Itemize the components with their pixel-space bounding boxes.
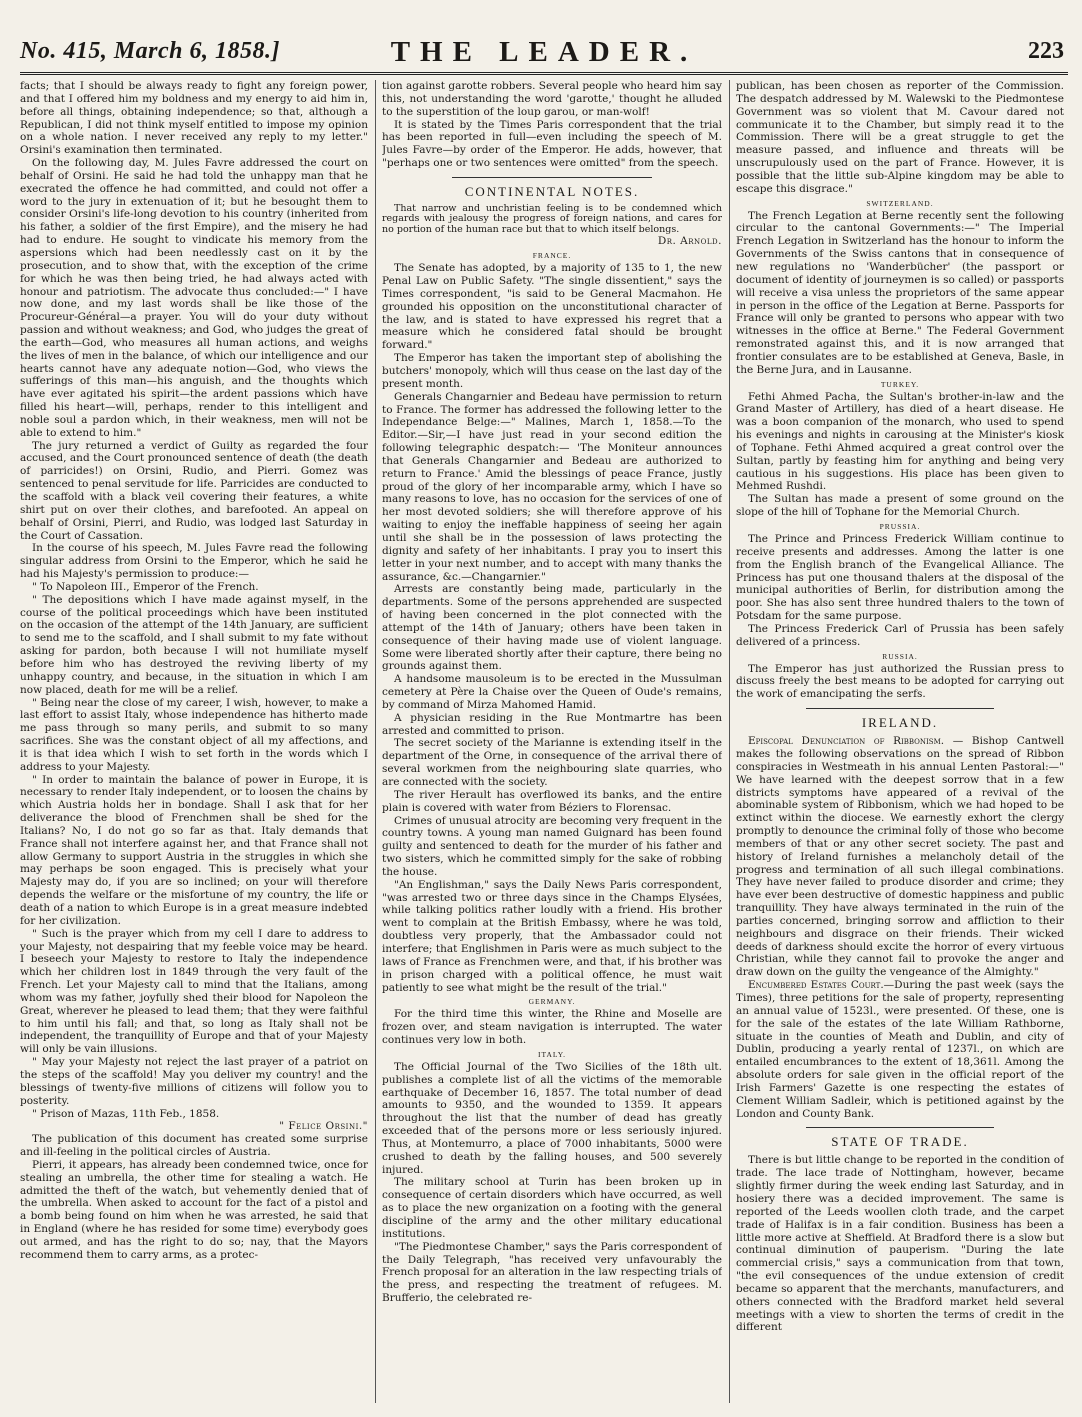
column-middle <box>382 80 722 1403</box>
paragraph: The Emperor has just authorized the Russian press to discuss freely the best means to be adopted for carrying out the work of emancipating the serfs. <box>736 662 1064 701</box>
paragraph: "An Englishman," says the Daily News Paris correspondent, "was arrested two or three days since in the Champs Elysées, while talking politics rather loudly with a friend. His brother went to complain at the British Embassy, where he was told, doubtless very properly, that the Ambassador could not interfere; that Englishmen in Paris were as much subject to the laws of France as Frenchmen were, and that, if his brother was in prison charged with a political offence, he must wait patiently to see what might be the result of the trial." <box>382 878 722 994</box>
paragraph: Fethi Ahmed Pacha, the Sultan's brother-in-law and the Grand Master of Artillery, has died of a heart disease. He was a boon companion of the monarch, who used to spend his evenings and nights in carousing at the Minister's kiosk of Tophane. Fethi Ahmed acquired a great control over the Sultan, partly by feasting him for anything and being very cautious in his suggestions. His place has been given to Mehmed Rushdi. <box>736 390 1064 493</box>
country-heading: SWITZERLAND. <box>866 198 934 208</box>
country-heading: GERMANY. <box>528 997 576 1007</box>
paragraph: tion against garotte robbers. Several people who heard him say this, not understanding the word 'garotte,' thought he alluded to the superstition of the loup garou, or man-wolf! <box>382 80 722 118</box>
paragraph-body: —During the past week (says the Times), three petitions for the sale of property, representing an annual value of 1523l., were presented. Of these, one is for the sale of the estates of the late William Rathborne, situate in the counties of Meath and Dublin, and city of Dublin, producing a yearly rental of 1237l., on which are entailed encumbrances to the extent of 18,361l. Among the absolute orders for sale given in the official report of the Irish Farmers' Gazette is one respecting the estates of Clement William Sadleir, which is petitioned against by the London and County Bank. <box>736 979 1064 1120</box>
section-heading: STATE OF TRADE. <box>831 1134 969 1150</box>
paragraph: Pierri, it appears, has already been condemned twice, once for stealing an umbrella, the other time for stealing a watch. He admitted the theft of the watch, but vehemently denied that of the umbrella. When asked to account for the fact of a pistol and a bomb being found on him when he was arrested, he said that in England (where he has resided for some time) everybody goes out armed, and has the right to do so; nay, that the Mayors recommend them to carry arms, as a protec- <box>20 1158 368 1261</box>
paragraph: publican, has been chosen as reporter of the Commission. The despatch addressed by M. Walewski to the Piedmontese Government was so violent that M. Cavour dared not communicate it to the Chamber, but simply read it to the Commission. There will be a great struggle to get the measure passed, and influence and threats will be unscrupulously used on the part of France. However, it is possible that the little sub-Alpine kingdom may be able to escape this disgrace." <box>736 80 1064 195</box>
paragraph: The Official Journal of the Two Sicilies of the 18th ult. publishes a complete list of all the victims of the memorable earthquake of December 16, 1857. The total number of dead amounts to 9350, and the wounded to 1359. It appears throughout the list that the number of dead has greatly exceeded that of the persons more or less seriously injured. Thus, at Montemurro, a place of 7000 inhabitants, 5000 were crushed to death by the falling houses, and 500 severely injured. <box>382 1060 722 1176</box>
paragraph: On the following day, M. Jules Favre addressed the court on behalf of Orsini. He said he had told the unhappy man that he execrated the offence he had committed, and could not offer a word to the jury in extenuation of it; but he besought them to consider Orsini's life-long devotion to his country (inherited from his father, a soldier of the first Empire), and the misery he had had to endure. He sought to vindicate his memory from the aspersions which had been needlessly cast on it by the prosecution, and to show that, with the exception of the crime for which he was then being tried, he had always acted with honour and patriotism. The advocate thus concluded:—" I have now done, and my last words shall be like those of the Procureur-Général—a prayer. You will do your duty without passion and without weakness; and God, who judges the great of the earth—God, who measures all human actions, and weighs the lives of men in the balance, of which our intelligence and our hearts cannot have any adequate notion—God, who views the sufferings of this man—his anguish, and the thoughts which have ever agitated his spirit—the ardent passions which have filled his heart—will, perhaps, render to this intelligent and noble soul a pardon which, in their weakness, men will not be able to extend to him." <box>20 157 368 439</box>
column-right <box>736 80 1064 1403</box>
paragraph: The Senate has adopted, by a majority of 135 to 1, the new Penal Law on Public Safety. "The single dissentient," says the Times correspondent, "is said to be General Macmahon. He grounded his opposition on the unconstitutional character of the law, and is stated to have expressed his regret that a measure which he considered fatal should be brought forward." <box>382 262 722 352</box>
section-heading: CONTINENTAL NOTES. <box>464 183 640 199</box>
epigraph-attribution: Dr. Arnold. <box>657 235 722 248</box>
country-heading: TURKEY. <box>880 379 920 389</box>
paragraph-lead: Episcopal Denunciation of Ribbonism. <box>748 735 945 748</box>
country-heading: ITALY. <box>537 1049 567 1059</box>
paragraph: The Princess Frederick Carl of Prussia has been safely delivered of a princess. <box>736 622 1064 648</box>
epigraph: That narrow and unchristian feeling is to be condemned which regards with jealousy the progress of foreign nations, and cares for no portion of the human race but that to which itself belongs. <box>382 202 722 235</box>
paragraph: The French Legation at Berne recently sent the following circular to the cantonal Governments:—" The Imperial French Legation in Switzerland has the honour to inform the Governments of the Swiss cantons that in consequence of new regulations no 'Wanderbücher' (the passport or document of identity of journeymen is so called) or passports will receive a visa unless the proprietors of the same appear in person in the office of the Legation at Berne. Passports for France will only be granted to persons who appear with two witnesses in the office at Berne." The Federal Government remonstrated against this, and it is now arranged that frontier consulates are to be established at Geneva, Basle, in the Berne Jura, and in Lausanne. <box>736 209 1064 376</box>
paragraph: The Prince and Princess Frederick William continue to receive presents and addresses. Among the latter is one from the English branch of the Evangelical Alliance. The Princess has put one thousand thalers at the disposal of the municipal authorities of Berlin, for distribution among the poor. She has also sent three hundred thalers to the town of Potsdam for the same purpose. <box>736 533 1064 623</box>
paragraph: For the third time this winter, the Rhine and Moselle are frozen over, and steam navigation is interrupted. The water continues very low in both. <box>382 1008 722 1047</box>
paragraph: The publication of this document has created some surprise and ill-feeling in the political circles of Austria. <box>20 1133 368 1159</box>
column-rule <box>729 80 730 1403</box>
paragraph: " In order to maintain the balance of power in Europe, it is necessary to render Italy independent, or to loosen the chains by which Austria holds her in bondage. Shall I ask that for her deliverance the blood of Frenchmen shall be shed for the Italians? No, I do not go so far as that. Italy demands that France shall not interfere against her, and that France shall not allow Germany to support Austria in the struggles in which she may perhaps be soon engaged. This is precisely what your Majesty may do, if you are so inclined; on your will therefore depends the welfare or the misfortune of my country, the life or death of a nation to which Europe is in a great measure indebted for her civilization. <box>20 773 368 927</box>
paragraph: There is but little change to be reported in the condition of trade. The lace trade of Nottingham, however, became slightly firmer during the week ending last Saturday, and in hosiery there was a decided improvement. The same is reported of the Leeds woollen cloth trade, and the carpet trade of Halifax is in a fair condition. Business has been a little more active at Sheffield. At Bradford there is a slow but continual diminution of pauperism. "During the late commercial crisis," says a communication from that town, "the evil consequences of the undue extension of credit became so apparent that the merchants, manufacturers, and others connected with the Bradford market held several meetings with a view to shorten the terms of credit in the different <box>736 1154 1064 1334</box>
signature: " Felice Orsini." <box>279 1120 368 1133</box>
paragraph: Generals Changarnier and Bedeau have permission to return to France. The former has addressed the following letter to the Independance Belge:—" Malines, March 1, 1858.—To the Editor.—Sir,—I have just read in your second edition the following telegraphic despatch:— 'The Moniteur announces that Generals Changarnier and Bedeau are authorized to return to France.' Amid the blessings of peace France, justly proud of the glory of her incomparable army, which I have so many reasons to love, has no occasion for the services of one of her most devoted soldiers; she will therefore approve of his waiting to enjoy the ineffable happiness of seeing her again until she shall be in the possession of laws protecting the dignity and safety of her inhabitants. I pray you to insert this letter in your next number, and to accept with many thanks the assurance, &c.—Changarnier." <box>382 390 722 583</box>
section-divider <box>806 708 994 709</box>
paragraph: The jury returned a verdict of Guilty as regarded the four accused, and the Court pronounced sentence of death (the death of parricides!) on Orsini, Rudio, and Pierri. Gomez was sentenced to penal servitude for life. Parricides are conducted to the scaffold with a black veil covering their features, a white shirt put on over their clothes, and barefooted. An appeal on behalf of Orsini, Pierri, and Rudio, was lodged last Saturday in the Court of Cassation. <box>20 439 368 542</box>
page-number: 223 <box>1028 38 1064 64</box>
paragraph: In the course of his speech, M. Jules Favre read the following singular address from Orsini to the Emperor, which he said he had his Majesty's permission to produce:— <box>20 542 368 581</box>
paragraph: The Sultan has made a present of some ground on the slope of the hill of Tophane for the Memorial Church. <box>736 493 1064 519</box>
paragraph <box>736 735 1064 979</box>
masthead <box>20 32 1068 75</box>
country-heading: FRANCE. <box>532 251 572 261</box>
paragraph: The river Herault has overflowed its banks, and the entire plain is covered with water from Béziers to Florensac. <box>382 788 722 814</box>
paragraph: Crimes of unusual atrocity are becoming very frequent in the country towns. A young man named Guignard has been found guilty and sentenced to death for the murder of his father and two sisters, which he committed simply for the sake of robbing the house. <box>382 814 722 878</box>
country-heading: PRUSSIA. <box>879 522 921 531</box>
paragraph: " Being near the close of my career, I wish, however, to make a last effort to assist Italy, whose independence has hitherto made me pass through so many perils, and submit to so many sacrifices. She was the constant object of all my affections, and it is that idea which I wish to set forth in the words which I address to your Majesty. <box>20 696 368 773</box>
paragraph: " May your Majesty not reject the last prayer of a patriot on the steps of the scaffold! May you deliver my country! and the blessings of twenty-five millions of citizens will follow you to posterity. <box>20 1056 368 1107</box>
column-rule <box>375 80 376 1403</box>
paragraph: " To Napoleon III., Emperor of the French. <box>32 580 259 593</box>
paragraph: " The depositions which I have made against myself, in the course of the political proceedings which have been instituted on the occasion of the attempt of the 14th January, are sufficient to send me to the scaffold, and I shall submit to my fate without asking for pardon, both because I will not humiliate myself before him who has destroyed the reviving liberty of my unhappy country, and because, in the situation in which I am now placed, death for me will be a relief. <box>20 593 368 696</box>
paragraph: Arrests are constantly being made, particularly in the departments. Some of the persons apprehended are suspected of having been concerned in the plot connected with the attempt of the 14th of January; others have been taken in consequence of their having made use of violent language. Some were liberated shortly after their capture, there being no grounds against them. <box>382 583 722 673</box>
paragraph-lead: Encumbered Estates Court. <box>748 979 884 992</box>
country-heading: RUSSIA. <box>882 651 918 661</box>
section-divider <box>806 1127 994 1128</box>
paragraph: The military school at Turin has been broken up in consequence of certain disorders which have occurred, as well as to place the new organization on a footing with the general discipline of the army and the other military educational institutions. <box>382 1176 722 1240</box>
paragraph-body: — Bishop Cantwell makes the following observations on the spread of Ribbon conspiracies in Westmeath in his annual Lenten Pastoral:—" We have learned with the deepest sorrow that in a few districts symptoms have appeared of a revival of the abominable system of Ribbonism, which we had hoped to be extinct within the diocese. We earnestly exhort the clergy promptly to denounce the criminal folly of those who become members of that or any other secret society. The past and history of Ireland furnishes a melancholy detail of the progress and termination of all such illegal combinations. They have never failed to produce disorder and crime; they have ever been destructive of domestic happiness and public tranquillity. They have always terminated in the ruin of the parties concerned, bringing sorrow and affliction to their neighbours and disgrace on their friends. Their wicked deeds of darkness should excite the horror of every virtuous Christian, while they cannot fail to provoke the anger and draw down on the guilty the vengeance of the Almighty." <box>736 735 1064 979</box>
column-left <box>20 80 368 1403</box>
paragraph <box>736 979 1064 1120</box>
section-heading: IRELAND. <box>861 715 939 731</box>
paragraph: " Prison of Mazas, 11th Feb., 1858. <box>32 1107 220 1120</box>
paragraph: " Such is the prayer which from my cell I dare to address to your Majesty, not despairing that my feeble voice may be heard. I beseech your Majesty to restore to Italy the independence which her children lost in 1849 through the very fault of the French. Let your Majesty call to mind that the Italians, among whom was my father, joyfully shed their blood for Napoleon the Great, wherever he pleased to lead them; that they were faithful to him until his fall; and that, so long as Italy shall not be independent, the tranquillity of Europe and that of your Majesty will only be vain illusions. <box>20 927 368 1056</box>
section-divider <box>452 177 652 178</box>
paragraph: facts; that I should be always ready to fight any foreign power, and that I offered him my boldness and my energy to aid him in, before all things, obtaining independence; so that, although a Republican, I did not think myself entitled to impose my opinion on a whole nation. I never received any reply to my letter." Orsini's examination then terminated. <box>20 80 368 157</box>
paragraph: "The Piedmontese Chamber," says the Paris correspondent of the Daily Telegraph, "has received very unfavourably the French proposal for an alteration in the law respecting trials of the press, and respecting the treatment of refugees. M. Brufferio, the celebrated re- <box>382 1240 722 1305</box>
newspaper-title: THE LEADER. <box>390 36 698 68</box>
paragraph: The secret society of the Marianne is extending itself in the department of the Orne, in consequence of the arrival there of several workmen from the neighbouring slate quarries, who are connected with the society. <box>382 737 722 788</box>
paragraph: A handsome mausoleum is to be erected in the Mussulman cemetery at Père la Chaise over the Queen of Oude's remains, by command of Mirza Mahomed Hamid. <box>382 673 722 711</box>
issue-number: No. 415, March 6, 1858.] <box>20 38 281 64</box>
paragraph: The Emperor has taken the important step of abolishing the butchers' monopoly, which will thus cease on the last day of the present month. <box>382 352 722 390</box>
paragraph: A physician residing in the Rue Montmartre has been arrested and committed to prison. <box>382 711 722 737</box>
paragraph: It is stated by the Times Paris correspondent that the trial has been reported in full—even including the speech of M. Jules Favre—by order of the Emperor. He adds, however, that "perhaps one or two sentences were omitted" from the speech. <box>382 118 722 170</box>
